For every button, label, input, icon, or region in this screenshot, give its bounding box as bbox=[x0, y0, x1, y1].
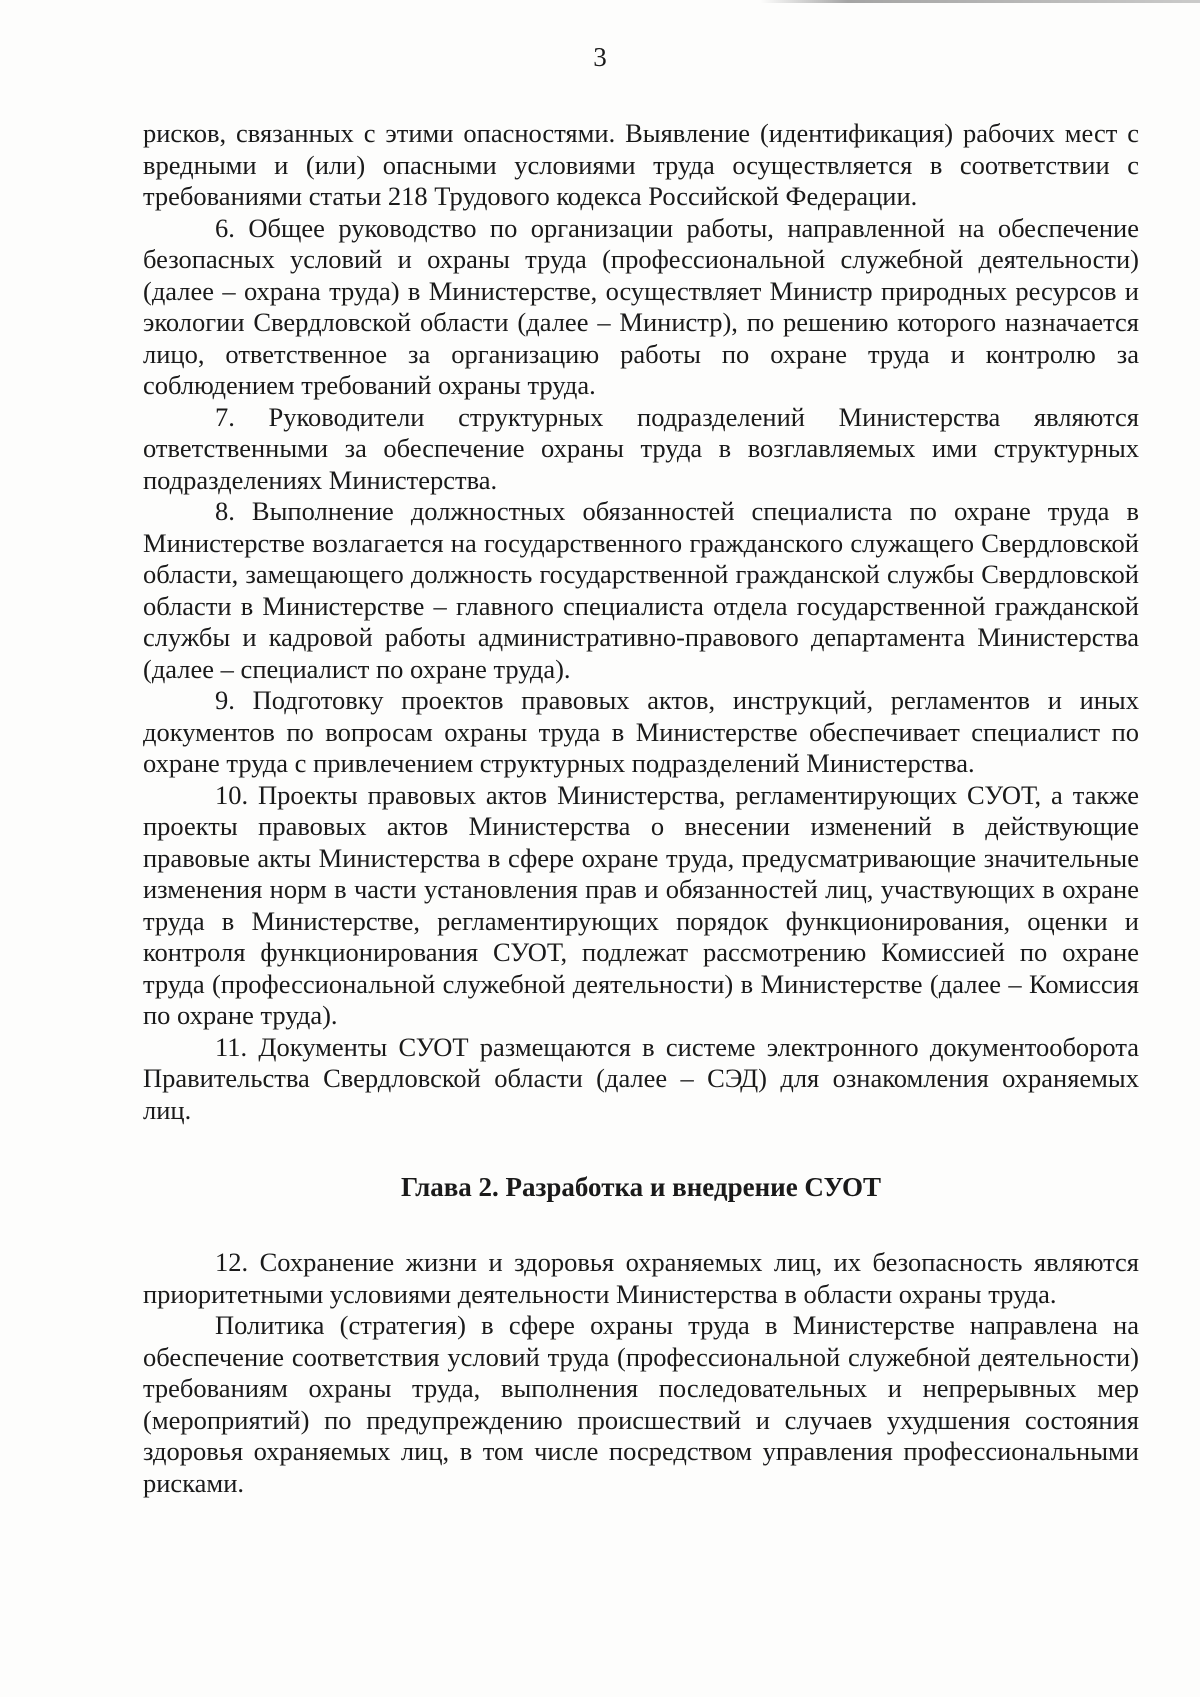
paragraph-10: 10. Проекты правовых актов Министерства, регламентирующих СУОТ, а также проекты правовых актов Министерства о внесении изменений в действующие правовые акты Министерства в сфере охране труда, предусматривающие значительные изменения норм в части установления прав и обязанностей лиц, участвующих в охране труда в Министерстве, регламентирующих порядок функционирования, оценки и контроля функционирования СУОТ, подлежат рассмотрению Комиссией по охране труда (профессиональной служебной деятельности) в Министерстве (далее – Комиссия по охране труда). bbox=[143, 779, 1139, 1030]
chapter-heading: Глава 2. Разработка и внедрение СУОТ bbox=[400, 1172, 882, 1202]
paragraph-12: 12. Сохранение жизни и здоровья охраняемых лиц, их безопасность являются приоритетными условиями деятельности Министерства в области охраны труда. bbox=[143, 1247, 1139, 1309]
paragraph-continuation: рисков, связанных с этими опасностями. Выявление (идентификация) рабочих мест с вредными и (или) опасными условиями труда осуществляется в соответствии с требованиями статьи 218 Трудового кодекса Российской Федерации. bbox=[143, 118, 1139, 211]
scan-edge-artifact bbox=[760, 0, 1200, 3]
paragraph-7: 7. Руководители структурных подразделений Министерства являются ответственными за обеспечение охраны труда в возглавляемых ими структурных подразделениях Министерства. bbox=[143, 401, 1139, 495]
paragraph-9: 9. Подготовку проектов правовых актов, инструкций, регламентов и иных документов по вопросам охраны труда в Министерстве обеспечивает специалист по охране труда с привлечением структурных подразделений Министерства. bbox=[143, 685, 1139, 778]
paragraph-8: 8. Выполнение должностных обязанностей специалиста по охране труда в Министерстве возлагается на государственного гражданского служащего Свердловской области, замещающего должность государственной гражданской службы Свердловской области в Министерстве – главного специалиста отдела государственной гражданской службы и кадровой работы административно-правового департамента Министерства (далее – специалист по охране труда). bbox=[143, 496, 1139, 684]
paragraph-6: 6. Общее руководство по организации работы, направленной на обеспечение безопасных условий и охраны труда (профессиональной служебной деятельности) (далее – охрана труда) в Министерстве, осуществляет Министр природных ресурсов и экологии Свердловской области (далее – Министр), по решению которого назначается лицо, ответственное за организацию работы по охране труда и контролю за соблюдением требований охраны труда. bbox=[143, 212, 1139, 400]
paragraph-policy: Политика (стратегия) в сфере охраны труда в Министерстве направлена на обеспечение соответствия условий труда (профессиональной служебной деятельности) требованиям охраны труда, выполнения последовательных и непрерывных мер (мероприятий) по предупреждению происшествий и случаев ухудшения состояния здоровья охраняемых лиц, в том числе посредством управления профессиональными рисками. bbox=[143, 1310, 1139, 1498]
page-number: 3 bbox=[593, 42, 607, 72]
document-body bbox=[143, 118, 1139, 1499]
paragraph-11: 11. Документы СУОТ размещаются в системе электронного документооборота Правительства Свердловской области (далее – СЭД) для ознакомления охраняемых лиц. bbox=[143, 1031, 1139, 1125]
